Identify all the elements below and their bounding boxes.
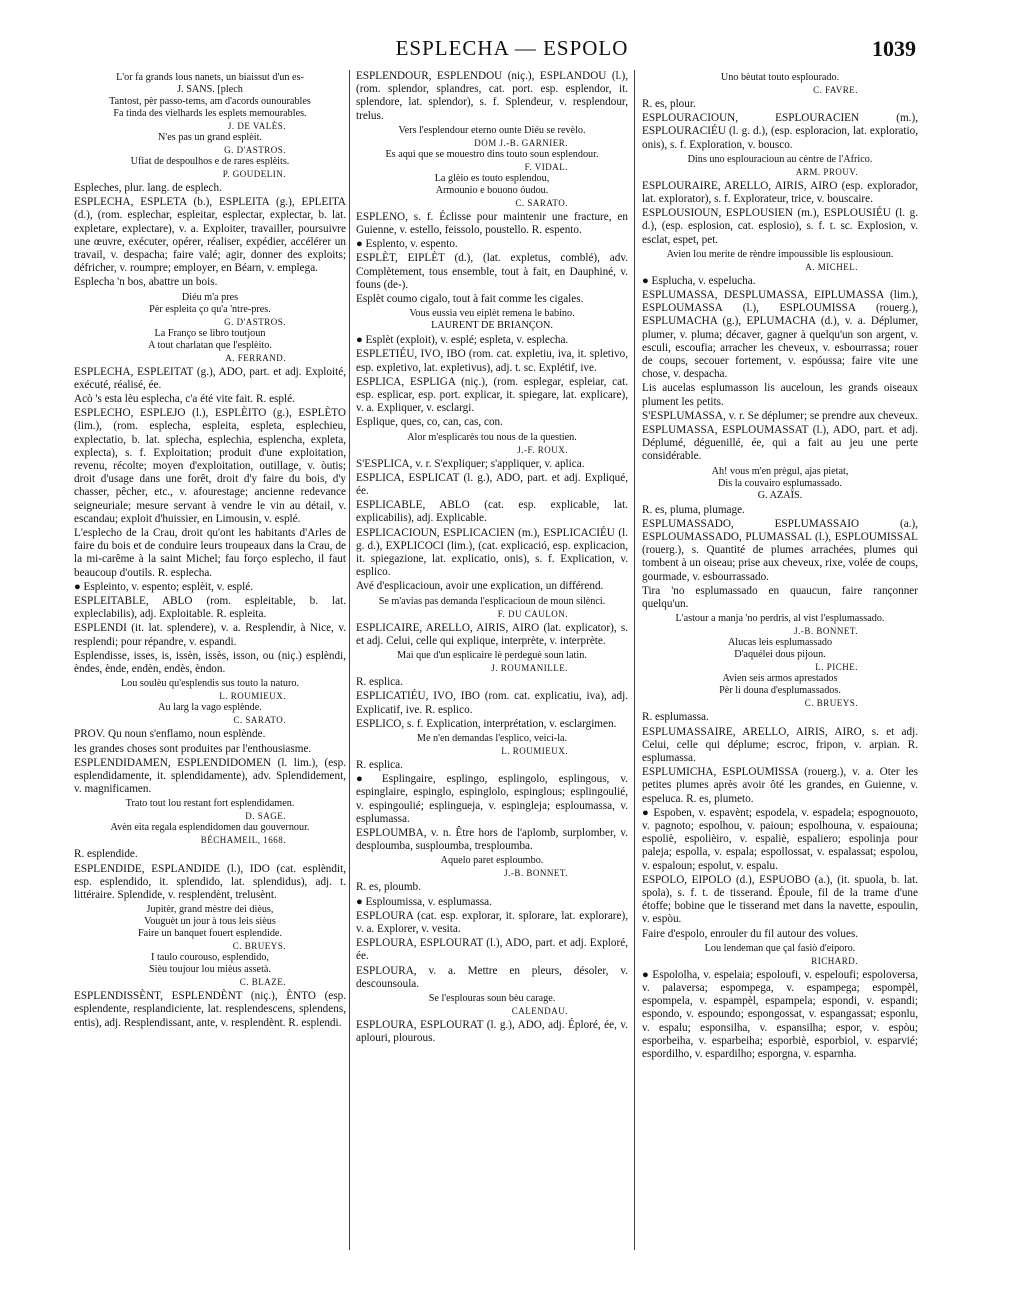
entry-paragraph: ESPLUMASSAIRE, ARELLO, AIRIS, AIRO, s. et adj. Celui, celle qui déplume; escroc, fripon, v. arpian. R. esplumassa.: [642, 725, 918, 764]
citation-quote: [642, 249, 918, 273]
citation-quote: [356, 432, 628, 456]
citation-line: La glèio es touto esplendou,: [434, 172, 550, 184]
citation-quote: [642, 154, 918, 178]
citation-quote: [642, 72, 918, 96]
citation-author: BÉCHAMEIL, 1668.: [200, 835, 286, 846]
entry-paragraph: ESPLOUSIOUN, ESPLOUSIEN (m.), ESPLOUSIÉU (l. g. d.), (esp. esplosion, cat. esplosio), s. f. t. sc. Explosion, v. esclat, espet, pet.: [642, 207, 918, 246]
entry-paragraph: L'esplecho de la Crau, droit qu'ont les habitants d'Arles de faire du bois et de conduire leurs troupeaux dans la Crau, de la mi-carême à la saint Michel; fau forço esplecho, il faut beaucoup d'outils. R. esplecha.: [74, 527, 346, 579]
citation-quote: [74, 292, 346, 364]
citation-author: L. ROUMIEUX.: [219, 691, 286, 702]
entry-paragraph: ESPLUMICHA, ESPLOUMISSA (rouerg.), v. a. Oter les petites plumes après avoir ôté les grandes, en Guienne, v. espeluca. R. es, plumeto.: [642, 766, 918, 805]
citation-line: Armounio e bouono óudou.: [435, 184, 549, 196]
citation-line: Au larg la vago esplènde.: [158, 702, 262, 714]
entry-paragraph: ● Espoben, v. espavènt; espodela, v. espadela; espognouoto, v. pagnoto; espolhou, v. paioun; espolhouna, v. espaiouna; espoliè, espolièiro, v. espaliè, espaliero; espolinja pour paleja; espolla, v. espala; espollossat, v. espalassat; espolou, v. espaloun; espolut, v. espalu.: [642, 806, 918, 872]
citation-quote: [356, 733, 628, 757]
citation-line: Avien lou merite de rèndre impoussible lis esplousioun.: [666, 248, 894, 260]
citation-line: Sièu toujour lou mièus assetà.: [149, 964, 271, 976]
entry-paragraph: ESPLICAIRE, ARELLO, AIRIS, AIRO (lat. explicator), s. et adj. Celui, celle qui explique, interprète, v. interprète.: [356, 621, 628, 647]
citation-line: Pèr espleita ço qu'a 'ntre-pres.: [149, 303, 271, 315]
entry-paragraph: S'ESPLICA, v. r. S'expliquer; s'appliquer, v. aplica.: [356, 457, 585, 470]
entry-paragraph: ESPLENDOUR, ESPLENDOU (niç.), ESPLANDOU (l.), (rom. splendor, splandres, cat. port. esp. esplendor, it. splendore, lat. splendor), s. f. Splendeur, v. resplendour, trelus.: [356, 70, 628, 122]
citation-line: Jupitèr, grand mèstre dei dièus,: [146, 904, 274, 916]
citation-author: F. VIDAL.: [524, 161, 568, 172]
citation-quote: [356, 596, 628, 620]
entry-paragraph: R. esplumassa.: [642, 711, 709, 724]
page-number: 1039: [872, 36, 916, 61]
citation-author: C. BLAZE.: [239, 977, 286, 988]
citation-author: C. BRUEYS.: [804, 698, 858, 709]
entry-paragraph: ESPLUMASSA, DESPLUMASSA, EIPLUMASSA (lim.), ESPLOUMASSA (l.), ESPLOUMISSA (rouerg.), ESPLUMACHA (g.), EPLUMACHA (d.), v. a. Déplumer, plumer, v. pluma; décaver, gagner à quelqu'un son argent, v. esculi, escoufia; arracher les cheveux, v. esbourrassa; rouer de coups, secouer fortement, v. espóussa; faire vite une chose, v. despacha.: [642, 289, 918, 381]
column-right: [642, 70, 918, 1062]
citation-author: RICHARD.: [811, 955, 858, 966]
citation-author: J.-B. BONNET.: [504, 868, 568, 879]
citation-author: L. PICHE.: [815, 662, 858, 673]
citation-line: Diéu m'a pres: [181, 291, 239, 303]
citation-line: Lou lendeman que çal fasiò d'eiporo.: [704, 942, 856, 954]
citation-author: P. GOUDELIN.: [222, 169, 286, 179]
entry-paragraph: ● Esploumissa, v. esplumassa.: [356, 895, 492, 908]
entry-paragraph: ESPLOURA, ESPLOURAT (l. g.), ADO, adj. Éploré, ée, v. aplouri, plourous.: [356, 1018, 628, 1045]
entry-paragraph: ESPLICA, ESPLIGA (niç.), (rom. esplegar, espleiar, cat. esp. esplicar, esp. port. explicar, it. spiegare, lat. explicare), v. a. Expliquer, v. esclargi.: [356, 375, 628, 415]
citation-author: A. MICHEL.: [805, 261, 858, 272]
citation-line: Alor m'esplicarès tou nous de la questien.: [407, 431, 577, 443]
citation-line: Lou soulèu qu'esplendis sus touto la naturo.: [120, 678, 300, 690]
entry-paragraph: ESPLENDISSÈNT, ESPLENDÈNT (niç.), ÈNTO (esp. esplendente, resplandiciente, lat. resplendescens, splendens, entis), adj. Resplendissant, ante, v. resplendènt. R. esplendi.: [74, 990, 346, 1029]
entry-paragraph: Espleches, plur. lang. de esplech.: [74, 182, 222, 194]
citation-author: C. BRUEYS.: [232, 941, 286, 952]
entry-paragraph: les grandes choses sont produites par l'enthousiasme.: [74, 742, 312, 755]
citation-quote: [356, 650, 628, 674]
citation-line: Se m'avias pas demanda l'esplicacioun de moun silènci.: [378, 595, 606, 607]
citation-author: J.-F. ROUX.: [517, 444, 568, 455]
citation-line: J. SANS. [plech: [177, 84, 243, 95]
entry-paragraph: R. esplendide.: [74, 848, 138, 861]
citation-line: Se l'esplouras soun bèu carage.: [428, 992, 556, 1004]
column-middle: [356, 70, 628, 1046]
entry-paragraph: ● Esplèt (exploit), v. esplé; espleta, v. esplecha.: [356, 334, 569, 347]
entry-paragraph: ESPLOURA, ESPLOURAT (l.), ADO, part. et adj. Exploré, ée.: [356, 937, 628, 963]
citation-line: Avèn eita regala esplendidomen dau gouvernour.: [110, 822, 310, 834]
entry-paragraph: Acò 's esta lèu esplecha, c'a été vite fait. R. esplé.: [74, 393, 295, 406]
entry-paragraph: ESPLECHA, ESPLEITAT (g.), ADO, part. et adj. Exploité, exécuté, réalisé, ée.: [74, 365, 346, 391]
entry-paragraph: S'ESPLUMASSA, v. r. Se déplumer; se prendre aux cheveux.: [642, 409, 918, 422]
citation-author: F. DU CAULON.: [497, 608, 568, 619]
citation-author: ARM. PROUV.: [795, 166, 858, 177]
citation-line: Vers l'esplendour eterno ounte Diéu se revèlo.: [398, 124, 586, 136]
entry-paragraph: ESPLENO, s. f. Éclisse pour maintenir une fracture, en Guienne, v. estello, feissolo, poustello. R. espento.: [356, 210, 628, 237]
citation-line: L'astour a manja 'no perdris, al vist l'esplumassado.: [675, 613, 885, 625]
citation-author: J. ROUMANILLE.: [491, 663, 568, 674]
citation-line: LAURENT DE BRIANÇON.: [431, 320, 553, 332]
entry-paragraph: ESPLICACIOUN, ESPLICACIEN (m.), ESPLICACIÉU (l. g. d.), EXPLICOCI (lim.), (cat. explicació, esp. explicacion, it. spiegazione, lat. explicatio, onis), s. f. Explication, v. esplico.: [356, 526, 628, 579]
citation-line: Mai que d'un esplicaire lè perdeguè soun latin.: [397, 650, 587, 662]
entry-paragraph: ESPLENDI (it. lat. splendere), v. a. Resplendir, à Nice, v. resplendi; pour répandre, v. espandi.: [74, 622, 346, 648]
entry-paragraph: ESPLÈT, EIPLÈT (d.), (lat. expletus, comblé), adv. Complètement, tous ensemble, tout à fait, en Dauphiné, v. founs (de-).: [356, 252, 628, 291]
citation-quote: [74, 72, 346, 180]
citation-author: C. FAVRE.: [813, 85, 858, 95]
entry-paragraph: ESPLOURA, v. a. Mettre en pleurs, désoler, v. descounsoula.: [356, 964, 628, 990]
citation-line: Trato tout lou restant fort esplendidamen.: [125, 798, 295, 810]
entry-paragraph: ESPOLO, EIPOLO (d.), ESPUOBO (a.), (it. spuola, b. lat. spola), s. f. t. de tisserand. Époule, fil de la trame d'une étoffe; bobine que le tisserand met dans la navette, espoulin, v. espòu.: [642, 873, 918, 926]
citation-line: G. AZAÏS.: [757, 489, 803, 501]
entry-paragraph: Esplecha 'n bos, abattre un bois.: [74, 276, 218, 289]
citation-line: Vouguèt un jour à tous leis sièus: [144, 916, 276, 928]
citation-line: Fa tinda des vielhards les esplets memourables.: [113, 108, 307, 119]
entry-paragraph: ESPLICATIÉU, IVO, IBO (rom. cat. explicatiu, iva), adj. Explicatif, ive. R. esplico.: [356, 690, 628, 716]
citation-quote: [642, 613, 918, 709]
citation-author: A. FERRAND.: [225, 352, 286, 363]
citation-line: Es aqui que se mouestro dins touto soun esplendour.: [385, 148, 599, 160]
entry-paragraph: R. es, plour.: [642, 98, 696, 110]
page-header: [0, 36, 1024, 66]
entry-paragraph: Tira 'no esplumassado en quaucun, faire rançonner quelqu'un.: [642, 584, 918, 611]
citation-author: J. DE VALÈS.: [227, 121, 286, 131]
running-title: ESPLECHA — ESPOLO: [395, 36, 629, 60]
entry-paragraph: ESPLEITABLE, ABLO (rom. espleitable, b. lat. expleclabilis), adj. Exploitable. R. espleita.: [74, 595, 346, 621]
citation-quote: [356, 993, 628, 1017]
citation-line: Uno bèutat touto esplourado.: [720, 72, 840, 83]
entry-paragraph: ● Espololha, v. espelaia; espoloufi, v. espeloufi; espoloversa, v. palaversa; espompega, v. espampega; espompèl, espompela, v. espampèl, espampela; espondi, v. espandi; espondo, v. espoundo; espongossat, v. espangassat; esponlu, v. espalu; esponsilha, v. espansilha; espor, v. espòu; esporbeiha, v. esparbeiha; esporbiè, esporbiol, v. esparvié; espordilho, v. espardilho; esporgna, v. esparnha.: [642, 968, 918, 1060]
citation-quote: [642, 943, 918, 967]
entry-paragraph: Esplique, ques, co, can, cas, con.: [356, 416, 503, 429]
citation-line: Ufiat de despoulhos e de rares esplèits.: [130, 156, 290, 167]
column-divider: [349, 70, 350, 1250]
entry-paragraph: ESPLENDIDE, ESPLANDIDE (l.), IDO (cat. esplèndit, esp. esplendido, it. splendido, lat. splendidus), adj. t. littéraire. Splendide, v. resplendènt, trelusènt.: [74, 862, 346, 901]
entry-paragraph: ESPLICO, s. f. Explication, interprétation, v. esclargimen.: [356, 717, 617, 730]
citation-line: Pèr li douna d'esplumassados.: [719, 685, 841, 697]
citation-quote: [356, 125, 628, 209]
citation-author: C. SARATO.: [515, 197, 568, 208]
entry-paragraph: Avé d'esplicacioun, avoir une explication, un différend.: [356, 580, 604, 593]
entry-paragraph: ESPLUMASSA, ESPLOUMASSAT (l.), ADO, part. et adj. Déplumé, déguenillé, ée, qui a fait au jeu une perte considérable.: [642, 424, 918, 463]
entry-paragraph: Lis aucelas esplumasson lis auceloun, les grands oiseaux plument les petits.: [642, 382, 918, 408]
citation-line: Dins uno esplouracioun au cèntre de l'Africo.: [687, 153, 873, 165]
citation-author: D. SAGE.: [245, 811, 286, 822]
citation-line: Ah! vous m'en prègul, ajas pietat,: [711, 465, 849, 477]
entry-paragraph: ● Esplingaire, esplingo, esplingolo, esplingous, v. espinglaire, espinglo, espinglolo, espinglous; esplingoulié, v. espingoulié; esplingueja, v. espingleja; esploumassa, v. esplumassa.: [356, 773, 628, 825]
entry-paragraph: Esplèt coumo cigalo, tout à fait comme les cigales.: [356, 293, 584, 306]
citation-line: Alucas leis esplumassado: [727, 637, 833, 649]
citation-line: Vous eussia veu eiplèt remena le babino.: [409, 308, 575, 320]
citation-author: DOM J.-B. GARNIER.: [474, 137, 568, 148]
citation-line: Aquelo paret esploumbo.: [440, 855, 544, 867]
column-left: [74, 70, 346, 1031]
entry-paragraph: ● Esplucha, v. espelucha.: [642, 274, 756, 287]
entry-paragraph: ESPLETIÉU, IVO, IBO (rom. cat. expletiu, iva, it. spletivo, esp. expletivo, lat. expletivus), adj. t. sc. Explétif, ive.: [356, 348, 628, 374]
entry-paragraph: ESPLICABLE, ABLO (cat. esp. explicable, lat. explicabilis), adj. Explicable.: [356, 499, 628, 525]
entry-paragraph: R. es, ploumb.: [356, 881, 421, 894]
citation-quote: [642, 466, 918, 502]
citation-author: G. D'ASTROS.: [224, 316, 286, 327]
citation-line: L'or fa grands lous nanets, un biaissut d'un es-: [116, 72, 304, 83]
citation-quote: [356, 308, 628, 332]
entry-paragraph: ESPLOUMBA, v. n. Être hors de l'aplomb, surplomber, v. desploumba, susploumba, tresploumba.: [356, 826, 628, 853]
citation-quote: [74, 798, 346, 846]
entry-paragraph: PROV. Qu noun s'enflamo, noun esplènde.: [74, 728, 266, 741]
citation-line: N'es pas un grand esplèit.: [158, 132, 262, 143]
citation-author: G. D'ASTROS.: [224, 145, 286, 155]
entry-paragraph: ● Esplento, v. espento.: [356, 238, 458, 251]
citation-line: I taulo courouso, esplendido,: [151, 952, 269, 964]
citation-line: Avien seis armos aprestados: [722, 673, 838, 685]
entry-paragraph: ESPLOURACIOUN, ESPLOURACIEN (m.), ESPLOURACIÉU (l. g. d.), (esp. esploracion, lat. exploratio, onis), s. f. Exploration, v. bousco.: [642, 112, 918, 151]
entry-paragraph: ESPLICA, ESPLICAT (l. g.), ADO, part. et adj. Expliqué, ée.: [356, 471, 628, 498]
entry-paragraph: ● Espleinto, v. espento; esplèit, v. esplé.: [74, 580, 253, 593]
entry-paragraph: R. esplica.: [356, 758, 403, 771]
citation-line: D'aquélei dous pijoun.: [734, 649, 826, 661]
citation-line: Faire un banquet fouert esplendide.: [138, 928, 282, 940]
citation-author: J.-B. BONNET.: [794, 626, 858, 637]
citation-quote: [74, 678, 346, 726]
entry-paragraph: Esplendisse, isses, is, issèn, issès, isson, ou (niç.) esplèndi, èndes, ènde, endèn, endès, èndon.: [74, 649, 346, 676]
entry-paragraph: R. esplica.: [356, 676, 403, 689]
citation-line: Me n'en demandas l'esplico, veici-la.: [416, 732, 568, 744]
entry-paragraph: ESPLOURAIRE, ARELLO, AIRIS, AIRO (esp. explorador, lat. explorator), s. f. Explorateur, trice, v. bouscaire.: [642, 179, 918, 206]
citation-line: La Franço se libro toutjoun: [154, 327, 266, 339]
citation-quote: [74, 904, 346, 988]
entry-paragraph: Faire d'espolo, enrouler du fil autour des volues.: [642, 927, 859, 940]
citation-author: CALENDAU.: [511, 1005, 568, 1016]
citation-line: Dis la couvairo esplumassado.: [718, 477, 842, 489]
column-divider: [634, 70, 635, 1250]
citation-author: C. SARATO.: [233, 715, 286, 726]
entry-paragraph: ESPLECHA, ESPLETA (b.), ESPLEITA (g.), EPLEITA (d.), (rom. esplechar, espleitar, esplectar, explectar, b. lat. expletare, explectare), v. a. Exploiter, travailler, poursuivre une œuvre, exécuter, opérer, réaliser, expédier, accélérer un travail, v. despacha; faire valé; agir, donner des exploits; défricher, v. roumpre; employer, en Béarn, v. emplega.: [74, 196, 346, 275]
entry-paragraph: R. es, pluma, plumage.: [642, 503, 745, 516]
citation-line: A tout charlatan que l'esplèito.: [148, 339, 272, 351]
citation-quote: [356, 855, 628, 879]
citation-author: L. ROUMIEUX.: [501, 745, 568, 756]
citation-line: Tantost, pèr passo-tems, am d'acords ounourables: [109, 96, 311, 107]
entry-paragraph: ESPLENDIDAMEN, ESPLENDIDOMEN (l. lim.), (esp. esplendidamente, it. splendidamente), adv. Splendidement, v. magnificamen.: [74, 756, 346, 796]
entry-paragraph: ESPLECHO, ESPLEJO (l.), ESPLÈITO (g.), ESPLÈTO (lim.), (rom. esplecha, espleita, espleta, esplechieu, explectatio, b. lat. splecha, esplechia, esplencha, expleta, explecta), s. f. Exploitation; produit d'une exploitation, revenu, récolte; moyen d'exploitation, outillage, v. òutis; droit d'usage dans une forêt, droit d'y faire du bois, d'y chasser, pêcher, etc., v. afourestage; ancienne redevance seigneuriale; mesure servant à vendre le vin au détail, v. escandau; exploit d'huissier, en Limousin, v. esplé.: [74, 407, 346, 525]
entry-paragraph: ESPLOURA (cat. esp. explorar, it. splorare, lat. explorare), v. a. Explorer, v. vesita.: [356, 909, 628, 935]
entry-paragraph: ESPLUMASSADO, ESPLUMASSAIO (a.), ESPLOUMASSADO, PLUMASSAL (l.), ESPLOUMISSAL (rouerg.), s. Quantité de plumes arrachées, plumes qui tombent à un oiseau; prise aux cheveux, rixe, volée de coups, gourmade, v. esbourrassado.: [642, 517, 918, 583]
